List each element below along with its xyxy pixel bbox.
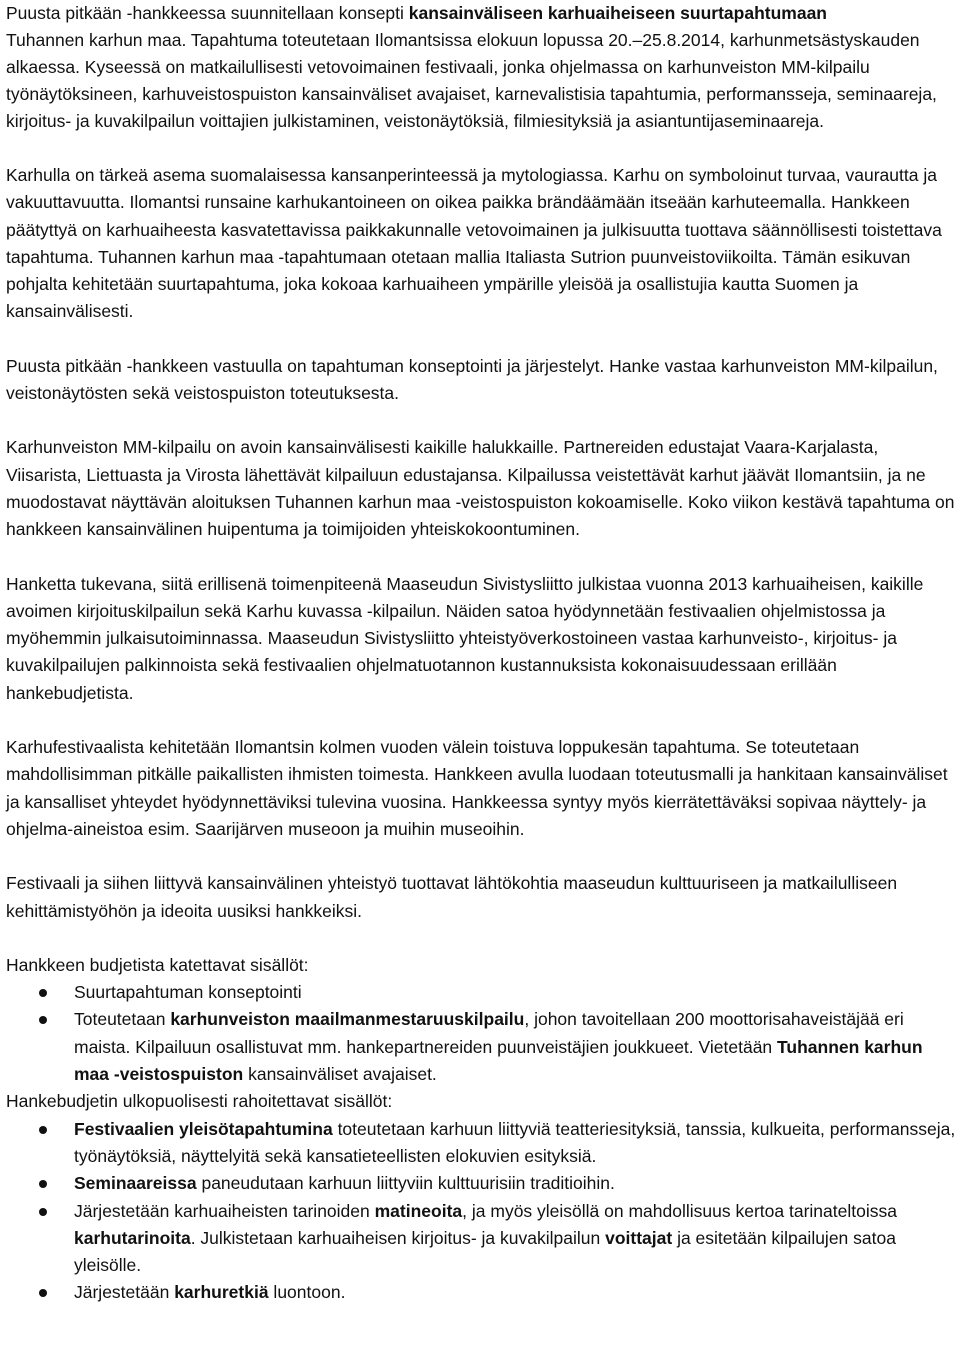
intro-text-3: Kyseessä on matkailullisesti vetovoimainen festivaali, jonka ohjelmassa on karhunveiston MM-kilpailu työnäytöksineen, karhuveistospuiston kansainväliset avajaiset, karnevalistisia tapahtumia, performansseja, seminaareja, kirjoitus- ja kuvakilpailun voittajien julkistaminen, veistonäytöksiä, filmiesityksiä ja asiantuntijaseminaareja. [6,57,937,131]
list-item: Järjestetään karhuretkiä luontoon. [6,1279,956,1306]
list-item: Seminaareissa paneudutaan karhuun liittyviin kulttuurisiin traditioihin. [6,1170,956,1197]
budget-heading: Hankkeen budjetista katettavat sisällöt: [6,954,309,975]
intro-paragraph [6,0,956,135]
paragraph-mm-competition: Karhunveiston MM-kilpailu on avoin kansainvälisesti kaikille halukkaille. Partnereiden edustajat Vaara-Karjalasta, Viisarista, Liettuasta ja Virosta lähettävät kilpailuun edustajansa. Kilpailussa veistettävät karhut jäävät Ilomantsiin, ja ne muodostavat näyttävän aloituksen Tuhannen karhun maa -veistospuiston kokoamiselle. Koko viikon kestävä tapahtuma on hankkeen kansainvälinen huipentuma ja toimijoiden yhteiskokoontuminen. [6,437,955,540]
intro-text-2: Tuhannen karhun maa. Tapahtuma toteutetaan Ilomantsissa elokuun lopussa 20.–25.8.2014, karhunmetsästyskauden alkaessa. [6,30,920,77]
outside-budget-list [6,1116,956,1307]
list-item: Järjestetään karhuaiheisten tarinoiden matineoita, ja myös yleisöllä on mahdollisuus kertoa tarinateltoissa karhutarinoita. Julkistetaan karhuaiheisen kirjoitus- ja kuvakilpailun voittajat ja esitetään kilpailujen satoa yleisölle. [6,1198,956,1280]
paragraph-festival-future: Karhufestivaalista kehitetään Ilomantsin kolmen vuoden välein toistuva loppukesän tapahtuma. Se toteutetaan mahdollisimman pitkälle paikallisten ihmisten toimesta. Hankkeen avulla luodaan toteutusmalli ja hankitaan kansainväliset ja kansalliset yhteydet hyödynnettäviksi tulevina vuosina. Hankkeessa syntyy myös kierrätettäväksi sopivaa näyttely- ja ohjelma-aineistoa esim. Saarijärven museoon ja muihin museoihin. [6,737,948,839]
intro-bold-event: kansainväliseen karhuaiheiseen suurtapahtumaan [408,3,827,23]
paragraph-bear-tradition: Karhulla on tärkeä asema suomalaisessa kansanperinteessä ja mytologiassa. Karhu on symboloinut turvaa, vaurautta ja vakuuttavuutta. Ilomantsi runsaine karhukantoineen on oikea paikka brändäämään itseään karhuteemalla. Hankkeen päätyttyä on karhuaiheesta kasvatettavissa paikkakunnalle vetovoimainen ja julkisuutta tuottava säännöllisesti toistettava tapahtuma. Tuhannen karhun maa -tapahtumaan otetaan mallia Italiasta Sutrion puunveistoviikoilta. Tämän esikuvan pohjalta kehitetään suurtapahtuma, joka kokoaa karhuaiheen ympärille yleisöä ja osallistujia kautta Suomen ja kansainvälisesti. [6,165,942,322]
document-page [6,0,956,1307]
paragraph-writing-competition: Hanketta tukevana, siitä erillisenä toimenpiteenä Maaseudun Sivistysliitto julkistaa vuonna 2013 karhuaiheisen, kaikille avoimen kirjoituskilpailun sekä Karhu kuvassa -kilpailun. Näiden satoa hyödynnetään festivaalien ohjelmistossa ja myöhemmin julkaisutoiminnassa. Maaseudun Sivistysliitto yhteistyöverkostoineen vastaa karhunveisto-, kirjoitus- ja kuvakilpailujen palkinnoista sekä festivaalien ohjelmatuotannon kustannuksista kokonaisuudessaan erillään hankebudjetista. [6,573,924,703]
outside-budget-heading: Hankebudjetin ulkopuolisesti rahoitettavat sisällöt: [6,1091,393,1112]
paragraph-international-cooperation: Festivaali ja siihen liittyvä kansainvälinen yhteistyö tuottavat lähtökohtia maaseudun kulttuuriseen ja matkailulliseen kehittämistyöhön ja ideoita uusiksi hankkeiksi. [6,873,898,921]
list-item: Festivaalien yleisötapahtumina toteutetaan karhuun liittyviä teatteriesityksiä, tanssia, kulkueita, performansseja, työnäytöksiä, näyttelyitä sekä kansatieteellisten elokuvien esityksiä. [6,1116,956,1171]
list-item: Toteutetaan karhunveiston maailmanmestaruuskilpailu, johon tavoitellaan 200 moottorisahaveistäjää eri maista. Kilpailuun osallistuvat mm. hankepartnereiden puunveistäjien joukkueet. Vietetään Tuhannen karhun maa -veistospuiston kansainväliset avajaiset. [6,1006,956,1088]
budget-list [6,979,956,1088]
intro-text-1: Puusta pitkään -hankkeessa suunnitellaan konsepti [6,3,409,23]
paragraph-project-responsibility: Puusta pitkään -hankkeen vastuulla on tapahtuman konseptointi ja järjestelyt. Hanke vastaa karhunveiston MM-kilpailun, veistonäytösten sekä veistospuiston toteutuksesta. [6,355,938,404]
list-item: Suurtapahtuman konseptointi [6,979,956,1006]
